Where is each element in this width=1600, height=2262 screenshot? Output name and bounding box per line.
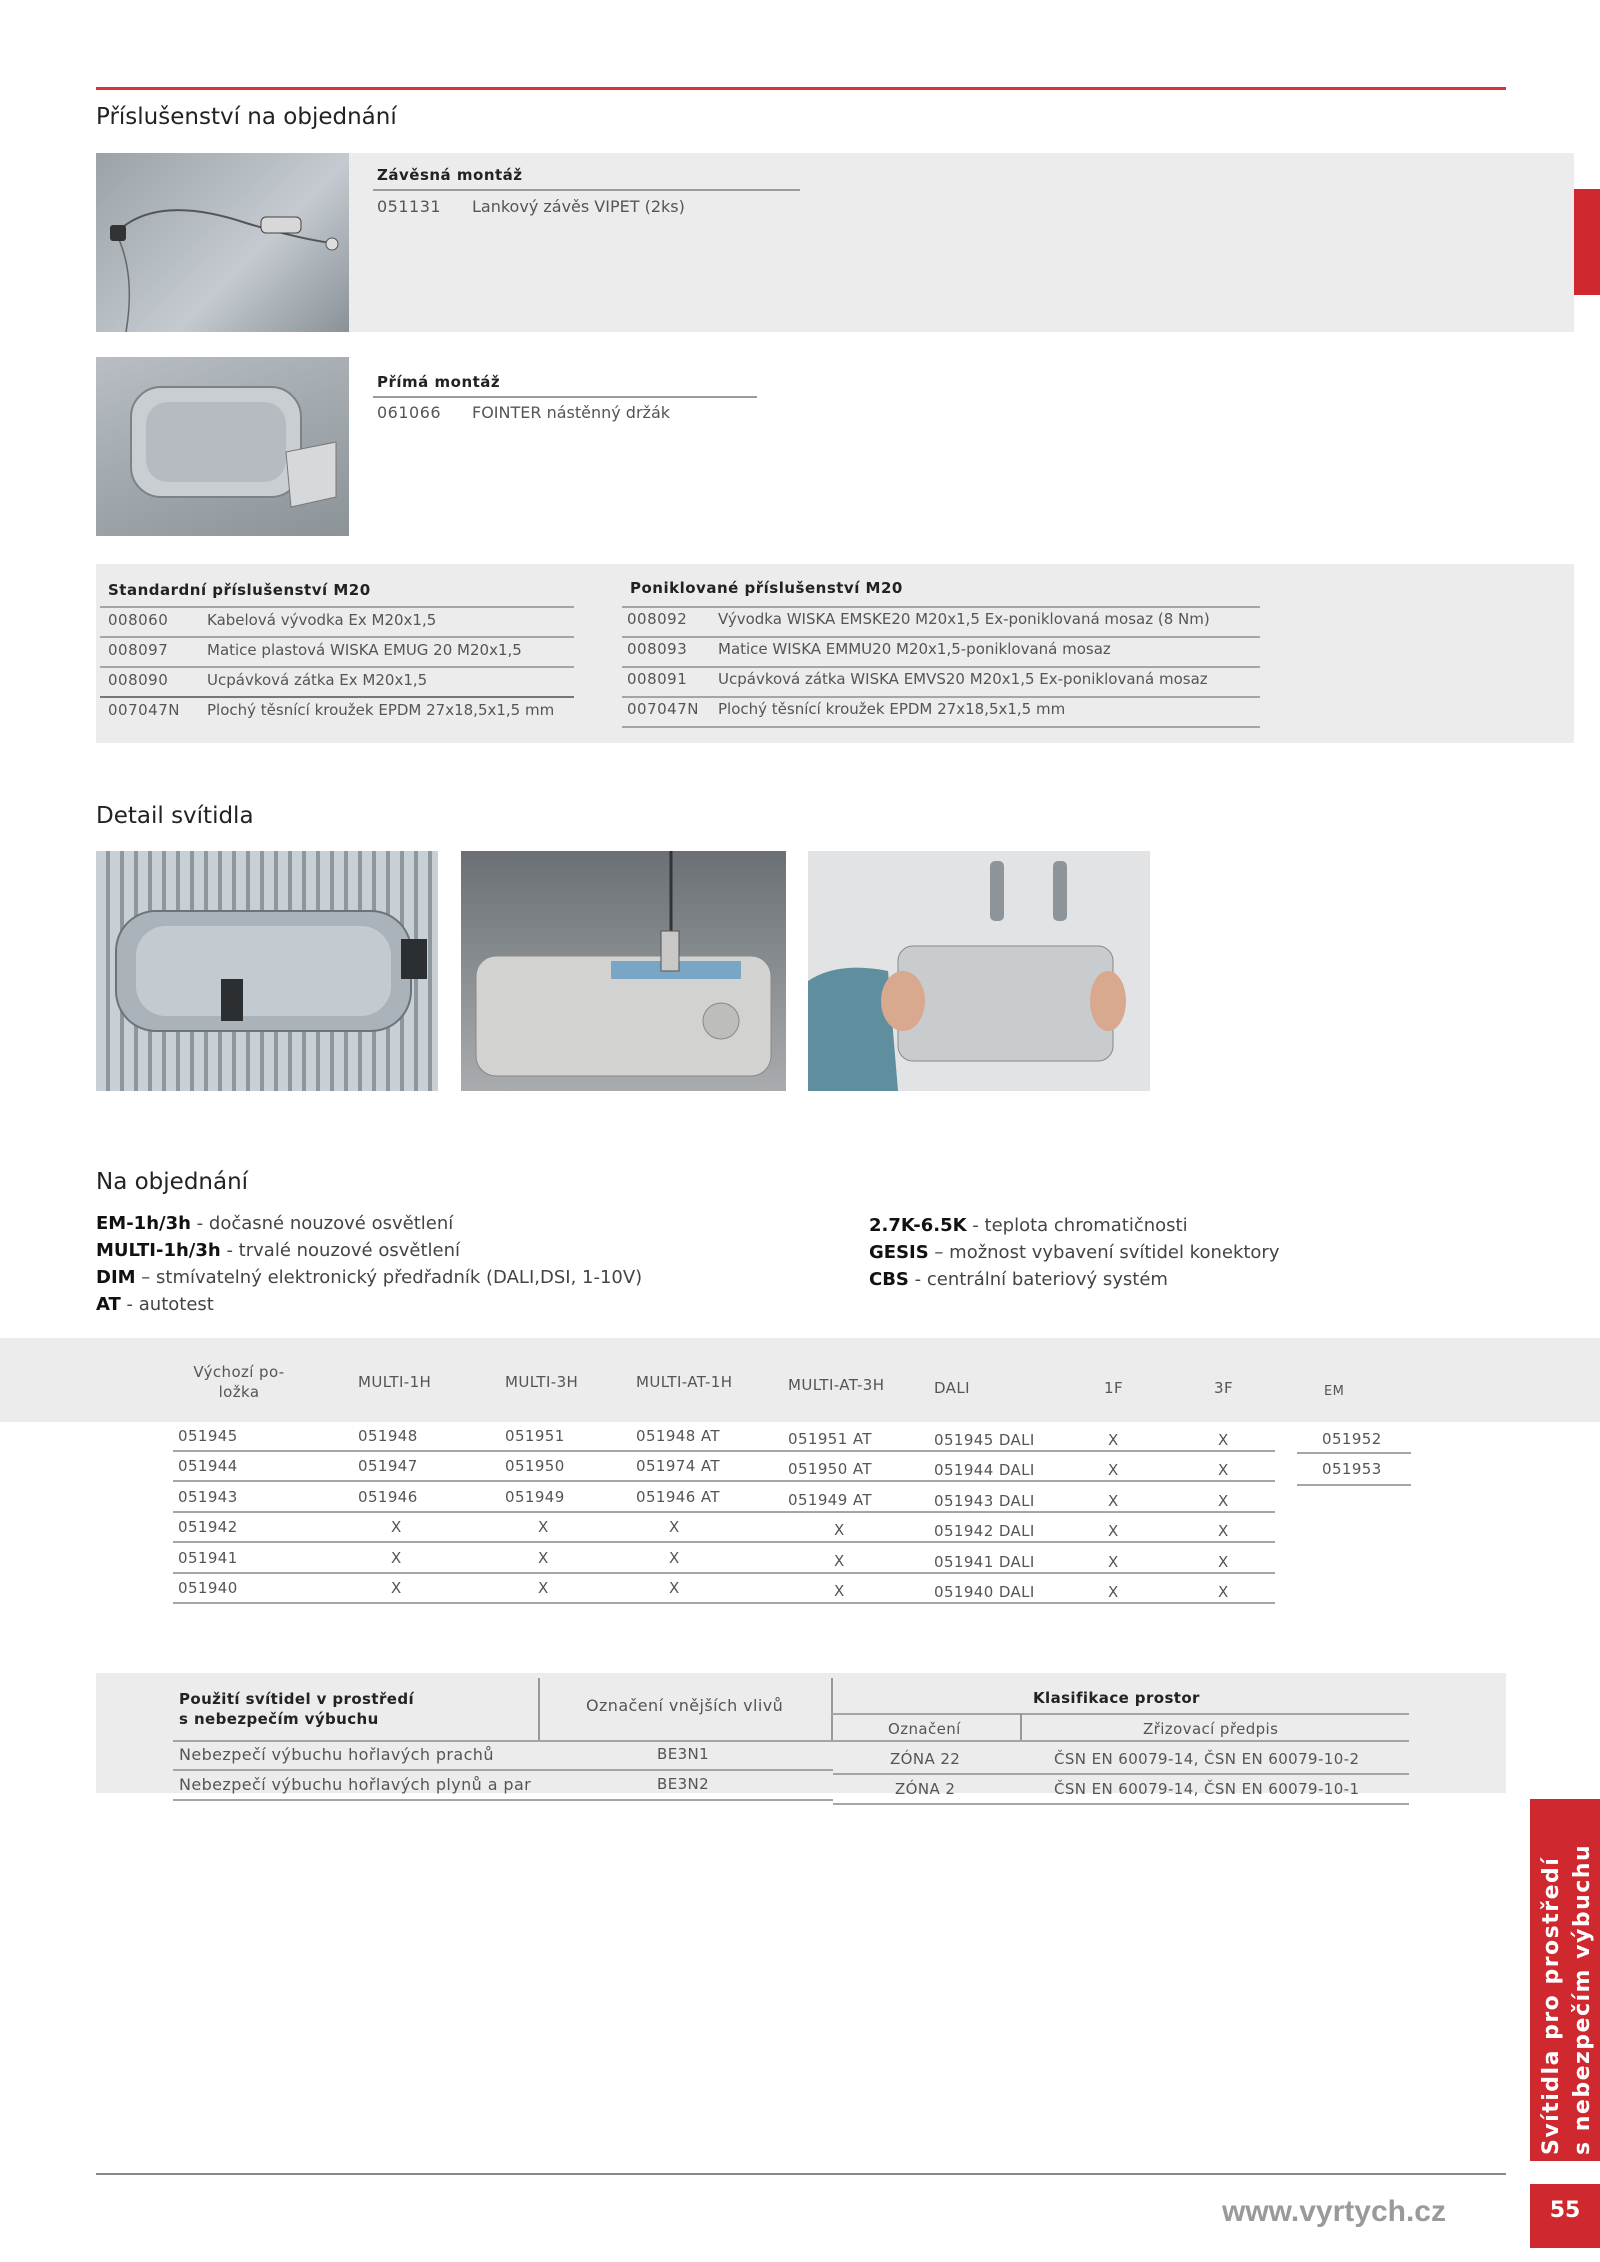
standard-code: 008097 xyxy=(108,641,169,659)
order-cell: 051948 xyxy=(358,1427,418,1445)
direct-photo xyxy=(96,357,349,536)
nickel-code: 008093 xyxy=(627,640,688,658)
side-tab-text xyxy=(1536,1844,1598,2155)
legend_left-key: MULTI-1h/3h xyxy=(96,1240,221,1261)
order-row-line xyxy=(173,1450,1275,1452)
legend_right-key: CBS xyxy=(869,1269,909,1290)
order-cell: X xyxy=(834,1552,845,1570)
order-cell: X xyxy=(1218,1583,1229,1601)
order-cell: 051952 xyxy=(1322,1430,1382,1448)
order-cell: 051942 DALI xyxy=(934,1522,1035,1540)
order-header-cell: 3F xyxy=(1214,1379,1233,1397)
order-cell: 051974 AT xyxy=(636,1457,720,1475)
legend_left-sep: - xyxy=(120,1294,139,1315)
order-cell: X xyxy=(538,1518,549,1536)
order-cell: 051940 xyxy=(178,1579,238,1597)
detail-photo-1 xyxy=(96,851,438,1091)
legend_right-sep: - xyxy=(908,1269,927,1290)
order-row-line xyxy=(173,1602,1275,1604)
direct-rule xyxy=(373,396,757,398)
order-cell: X xyxy=(391,1579,402,1597)
legend-left xyxy=(96,1210,642,1318)
order-cell: X xyxy=(1108,1583,1119,1601)
order-cell: 051951 xyxy=(505,1427,565,1445)
legend_left-text: autotest xyxy=(138,1294,214,1315)
hanging-photo xyxy=(96,153,349,332)
legend_right-item xyxy=(869,1266,1279,1293)
hanging-heading: Závěsná montáž xyxy=(377,166,523,184)
standard-desc: Ucpávková zátka Ex M20x1,5 xyxy=(207,671,428,689)
legend_left-sep: - xyxy=(190,1213,209,1234)
standard-row-line xyxy=(100,696,574,698)
legend_left-item xyxy=(96,1210,642,1237)
direct-code: 061066 xyxy=(377,403,442,422)
nickel-heading: Poniklované příslušenství M20 xyxy=(630,579,903,597)
order-cell: X xyxy=(834,1521,845,1539)
class-use: Nebezpečí výbuchu hořlavých plynů a par xyxy=(179,1775,532,1794)
order-cell: 051949 AT xyxy=(788,1491,872,1509)
class-h-class: Klasifikace prostor xyxy=(1033,1689,1200,1707)
class-reg: ČSN EN 60079-14, ČSN EN 60079-10-2 xyxy=(1054,1750,1360,1768)
nickel-row-line xyxy=(622,666,1260,668)
order-header-cell: MULTI-3H xyxy=(505,1373,579,1391)
class-sub-rule xyxy=(831,1713,1409,1715)
order-header-cell: EM xyxy=(1324,1384,1345,1399)
order-cell: X xyxy=(391,1518,402,1536)
standard-desc: Matice plastová WISKA EMUG 20 M20x1,5 xyxy=(207,641,522,659)
order-cell: 051945 DALI xyxy=(934,1431,1035,1449)
legend_left-item xyxy=(96,1264,642,1291)
legend_right-sep: – xyxy=(928,1242,950,1263)
legend_left-sep: - xyxy=(220,1240,239,1261)
order-cell: 051942 xyxy=(178,1518,238,1536)
order-cell: X xyxy=(1108,1522,1119,1540)
order-cell: X xyxy=(538,1579,549,1597)
standard-row-line xyxy=(100,606,574,608)
order-cell: X xyxy=(1218,1553,1229,1571)
detail-photo-2 xyxy=(461,851,786,1091)
class-row-line xyxy=(833,1803,1409,1805)
order-cell: 051951 AT xyxy=(788,1430,872,1448)
order-row-line xyxy=(173,1541,1275,1543)
page-number: 55 xyxy=(1549,2198,1581,2223)
order-cell: X xyxy=(1108,1461,1119,1479)
order-cell: X xyxy=(1108,1431,1119,1449)
class-h-mark: Označení vnějších vlivů xyxy=(586,1696,784,1715)
order-cell: 051944 xyxy=(178,1457,238,1475)
top-rule xyxy=(96,87,1506,90)
order-cell: 051945 xyxy=(178,1427,238,1445)
order-cell: 051943 xyxy=(178,1488,238,1506)
class-h-sub-mark: Označení xyxy=(888,1720,961,1738)
nickel-desc: Vývodka WISKA EMSKE20 M20x1,5 Ex-poniklovaná mosaz (8 Nm) xyxy=(718,610,1210,628)
order-header-cell: MULTI-AT-1H xyxy=(636,1373,733,1391)
order-cell: 051946 xyxy=(358,1488,418,1506)
order-cell: X xyxy=(669,1549,680,1567)
standard-row-line xyxy=(100,666,574,668)
legend_right-key: 2.7K-6.5K xyxy=(869,1215,967,1236)
detail-photo-3 xyxy=(808,851,1150,1091)
order-row-line xyxy=(173,1572,1275,1574)
side-tab-line-1: Svítidla pro prostředí xyxy=(1539,1856,1564,2155)
order-row-line xyxy=(173,1511,1275,1513)
nickel-row-line xyxy=(622,696,1260,698)
order-title: Na objednání xyxy=(96,1169,249,1195)
order-cell: 051949 xyxy=(505,1488,565,1506)
order-cell: 051946 AT xyxy=(636,1488,720,1506)
hanging-rule xyxy=(373,189,800,191)
class-h-sub-reg: Zřizovací předpis xyxy=(1143,1720,1279,1738)
legend-right xyxy=(869,1212,1279,1293)
class-mark: BE3N1 xyxy=(657,1745,710,1763)
class-zone: ZÓNA 22 xyxy=(890,1750,961,1768)
class-head-rule xyxy=(173,1740,1409,1742)
order-cell: 051947 xyxy=(358,1457,418,1475)
nickel-row-line xyxy=(622,606,1260,608)
legend_right-text: centrální bateriový systém xyxy=(926,1269,1168,1290)
legend_left-item xyxy=(96,1291,642,1318)
order-cell: 051944 DALI xyxy=(934,1461,1035,1479)
class-row-line xyxy=(173,1799,833,1801)
standard-desc: Kabelová vývodka Ex M20x1,5 xyxy=(207,611,437,629)
legend_right-item xyxy=(869,1239,1279,1266)
direct-heading: Přímá montáž xyxy=(377,373,501,391)
legend_left-key: EM-1h/3h xyxy=(96,1213,191,1234)
hanging-code: 051131 xyxy=(377,197,442,216)
class-mark: BE3N2 xyxy=(657,1775,710,1793)
order-em-line xyxy=(1297,1484,1411,1486)
order-cell: X xyxy=(1218,1492,1229,1510)
order-cell: 051953 xyxy=(1322,1460,1382,1478)
order-cell: X xyxy=(1218,1522,1229,1540)
order-cell: X xyxy=(669,1579,680,1597)
order-cell: 051948 AT xyxy=(636,1427,720,1445)
nickel-row-line xyxy=(622,636,1260,638)
order-header-cell: 1F xyxy=(1104,1379,1123,1397)
order-em-line xyxy=(1297,1452,1411,1454)
legend_left-text: stmívatelný elektronický předřadník (DALI,DSI, 1-10V) xyxy=(156,1267,643,1288)
legend_left-text: dočasné nouzové osvětlení xyxy=(208,1213,454,1234)
order-header-cell: MULTI-AT-3H xyxy=(788,1376,885,1394)
accessories-title: Příslušenství na objednání xyxy=(96,104,397,130)
nickel-desc: Plochý těsnící kroužek EPDM 27x18,5x1,5 mm xyxy=(718,700,1066,718)
class-divider-3 xyxy=(1020,1713,1022,1740)
order-header-cell: MULTI-1H xyxy=(358,1373,432,1391)
legend_left-sep: – xyxy=(135,1267,157,1288)
class-divider-1 xyxy=(538,1678,540,1740)
order-cell: 051941 xyxy=(178,1549,238,1567)
detail-title: Detail svítidla xyxy=(96,803,254,829)
order-cell: 051941 DALI xyxy=(934,1553,1035,1571)
nickel-code: 007047N xyxy=(627,700,699,718)
side-tab-line-2: s nebezpečím výbuchu xyxy=(1570,1843,1595,2155)
nickel-code: 008091 xyxy=(627,670,688,688)
legend_left-item xyxy=(96,1237,642,1264)
standard-desc: Plochý těsnící kroužek EPDM 27x18,5x1,5 mm xyxy=(207,701,555,719)
order-cell: X xyxy=(391,1549,402,1567)
class-row-line xyxy=(833,1773,1409,1775)
order-cell: X xyxy=(669,1518,680,1536)
order-header-cell: Výchozí po- ložka xyxy=(193,1363,285,1401)
order-cell: X xyxy=(1218,1431,1229,1449)
nickel-code: 008092 xyxy=(627,610,688,628)
nickel-row-line xyxy=(622,726,1260,728)
legend_left-key: DIM xyxy=(96,1267,136,1288)
standard-row-line xyxy=(100,636,574,638)
order-cell: 051950 xyxy=(505,1457,565,1475)
order-cell: X xyxy=(538,1549,549,1567)
standard-code: 007047N xyxy=(108,701,180,719)
legend_right-text: teplota chromatičnosti xyxy=(984,1215,1188,1236)
legend_left-key: AT xyxy=(96,1294,121,1315)
footer-rule xyxy=(96,2173,1506,2175)
legend_right-key: GESIS xyxy=(869,1242,929,1263)
standard-code: 008060 xyxy=(108,611,169,629)
standard-heading: Standardní příslušenství M20 xyxy=(108,581,371,599)
class-row-line xyxy=(173,1769,833,1771)
nickel-desc: Matice WISKA EMMU20 M20x1,5-poniklovaná mosaz xyxy=(718,640,1111,658)
order-cell: X xyxy=(834,1582,845,1600)
nickel-desc: Ucpávková zátka WISKA EMVS20 M20x1,5 Ex-poniklovaná mosaz xyxy=(718,670,1208,688)
order-cell: 051950 AT xyxy=(788,1460,872,1478)
order-row-line xyxy=(173,1480,1275,1482)
footer-url[interactable]: www.vyrtych.cz xyxy=(1222,2195,1446,2228)
class-divider-2 xyxy=(831,1678,833,1740)
legend_right-item xyxy=(869,1212,1279,1239)
order-cell: 051943 DALI xyxy=(934,1492,1035,1510)
order-cell: X xyxy=(1218,1461,1229,1479)
hanging-label: Lankový závěs VIPET (2ks) xyxy=(472,197,685,216)
class-h-use: Použití svítidel v prostředí s nebezpečím výbuchu xyxy=(179,1690,415,1728)
direct-label: FOINTER nástěnný držák xyxy=(472,403,671,422)
order-cell: X xyxy=(1108,1553,1119,1571)
class-use: Nebezpečí výbuchu hořlavých prachů xyxy=(179,1745,494,1764)
legend_right-text: možnost vybavení svítidel konektory xyxy=(949,1242,1280,1263)
order-header-cell: DALI xyxy=(934,1379,970,1397)
class-reg: ČSN EN 60079-14, ČSN EN 60079-10-1 xyxy=(1054,1780,1360,1798)
order-cell: X xyxy=(1108,1492,1119,1510)
legend_left-text: trvalé nouzové osvětlení xyxy=(238,1240,461,1261)
legend_right-sep: - xyxy=(966,1215,985,1236)
class-zone: ZÓNA 2 xyxy=(895,1780,956,1798)
order-cell: 051940 DALI xyxy=(934,1583,1035,1601)
standard-code: 008090 xyxy=(108,671,169,689)
